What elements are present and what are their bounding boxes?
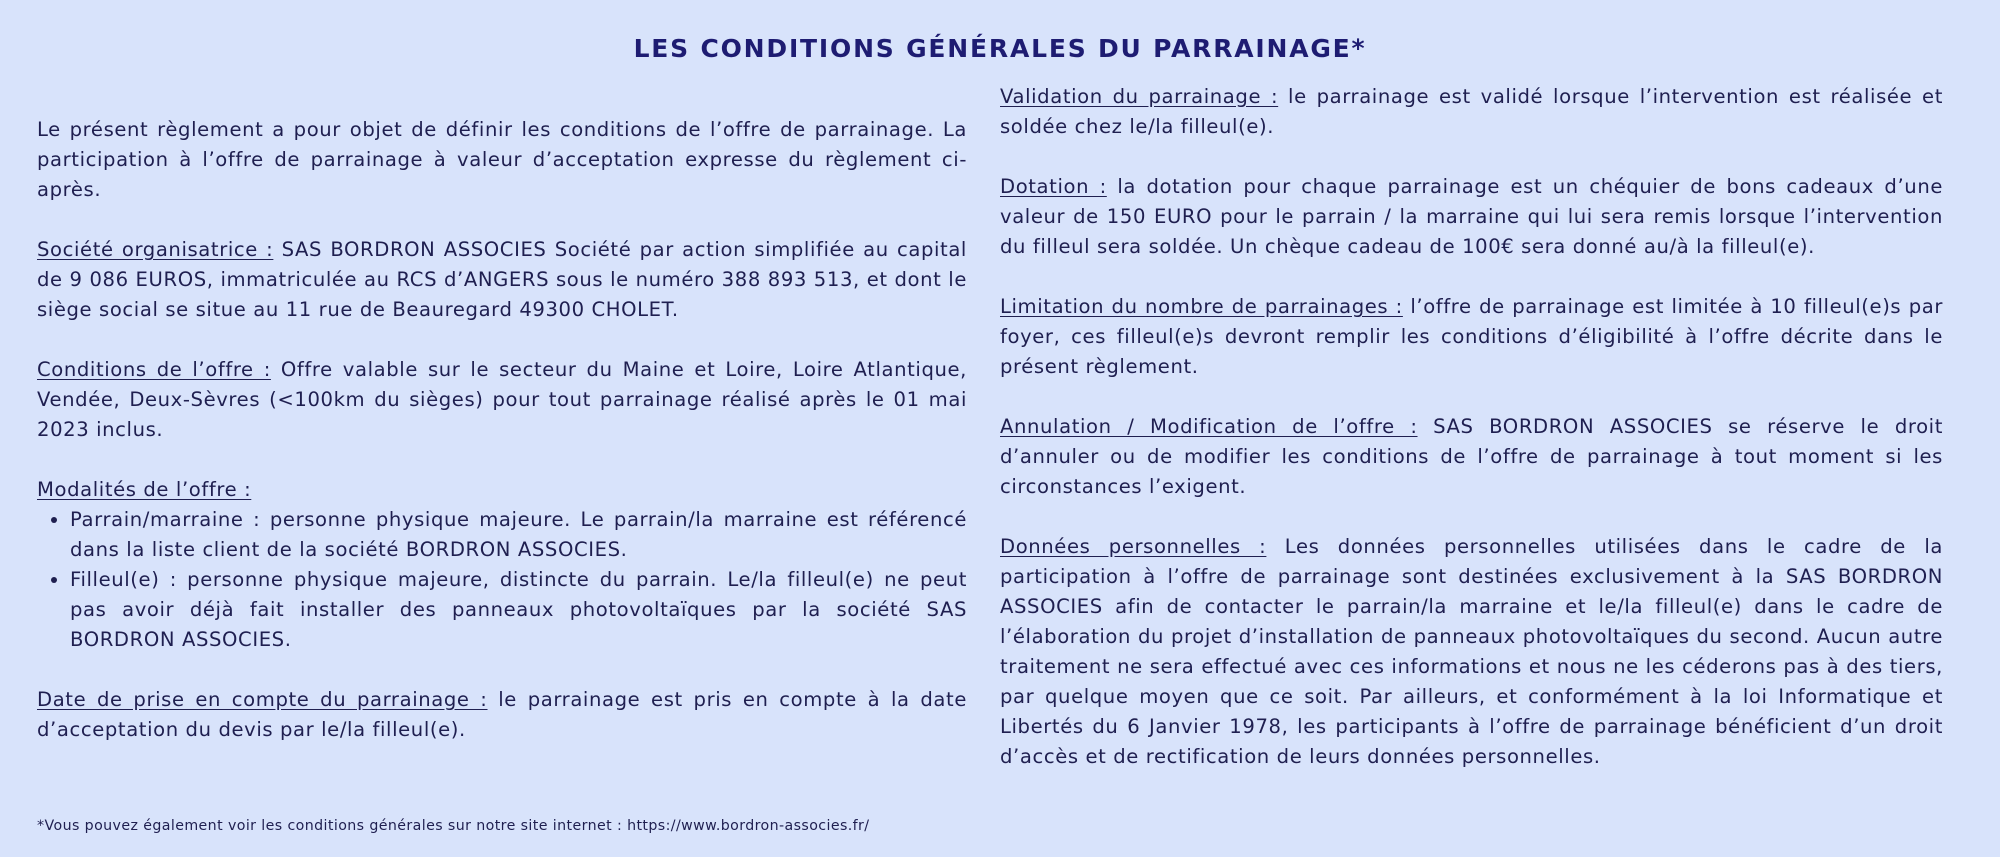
right-column	[1000, 82, 1943, 772]
date-section	[37, 685, 967, 745]
conditions-heading: Conditions de l’offre :	[37, 358, 271, 381]
validation-heading: Validation du parrainage :	[1000, 85, 1279, 108]
validation-text: le parrainage est validé lorsque l’intervention est réalisée et soldée chez le/la filleul(e).	[1000, 85, 1943, 138]
donnees-text: Les données personnelles utilisées dans le cadre de la participation à l’offre de parrainage sont destinées exclusivement à la SAS BORDRON ASSOCIES afin de contacter le parrain/la marraine et le/la filleul(e) dans le cadre de l’élaboration du projet d’installation de panneaux photovoltaïques du second. Aucun autre traitement ne sera effectué avec ces informations et nous ne les céderons pas à des tiers, par quelque moyen que ce soit. Par ailleurs, et conformément à la loi Informatique et Libertés du 6 Janvier 1978, les participants à l’offre de parrainage bénéficient d’un droit d’accès et de rectification de leurs données personnelles.	[1000, 535, 1943, 768]
annulation-section	[1000, 412, 1943, 502]
donnees-heading: Données personnelles :	[1000, 535, 1267, 558]
left-column	[37, 115, 967, 775]
dotation-text: la dotation pour chaque parrainage est un chéquier de bons cadeaux d’une valeur de 150 EURO pour le parrain / la marraine qui lui sera remis lorsque l’intervention du filleul sera soldée. Un chèque cadeau de 100€ sera donné au/à la filleul(e).	[1000, 175, 1943, 258]
societe-text: SAS BORDRON ASSOCIES Société par action simplifiée au capital de 9 086 EUROS, immatriculée au RCS d’ANGERS sous le numéro 388 893 513, et dont le siège social se situe au 11 rue de Beauregard 49300 CHOLET.	[37, 238, 967, 321]
date-text: le parrainage est pris en compte à la date d’acceptation du devis par le/la filleul(e).	[37, 688, 967, 741]
societe-heading: Société organisatrice :	[37, 238, 274, 261]
limitation-heading: Limitation du nombre de parrainages :	[1000, 295, 1403, 318]
limitation-section	[1000, 292, 1943, 382]
modalites-section	[37, 475, 967, 655]
page-title: LES CONDITIONS GÉNÉRALES DU PARRAINAGE*	[633, 34, 1367, 63]
list-item: • Filleul(e) : personne physique majeure, distincte du parrain. Le/la filleul(e) ne peut pas avoir déjà fait installer des panneaux photovoltaïques par la société SAS BORDRON ASSOCIES.	[70, 565, 967, 655]
societe-section	[37, 235, 967, 325]
modalites-list	[37, 505, 967, 655]
annulation-heading: Annulation / Modification de l’offre :	[1000, 415, 1418, 438]
annulation-text: SAS BORDRON ASSOCIES se réserve le droit d’annuler ou de modifier les conditions de l’offre de parrainage à tout moment si les circonstances l’exigent.	[1000, 415, 1944, 498]
conditions-text: Offre valable sur le secteur du Maine et Loire, Loire Atlantique, Vendée, Deux-Sèvres (<100km du sièges) pour tout parrainage réalisé après le 01 mai 2023 inclus.	[37, 358, 967, 441]
intro-paragraph: Le présent règlement a pour objet de définir les conditions de l’offre de parrainage. La participation à l’offre de parrainage à valeur d’acceptation expresse du règlement ci-après.	[37, 118, 967, 201]
modalites-heading: Modalités de l’offre :	[37, 478, 252, 501]
validation-section	[1000, 82, 1943, 142]
list-item: • Parrain/marraine : personne physique majeure. Le parrain/la marraine est référencé dans la liste client de la société BORDRON ASSOCIES.	[70, 505, 967, 565]
dotation-heading: Dotation :	[1000, 175, 1107, 198]
footnote: *Vous pouvez également voir les conditions générales sur notre site internet : https://www.bordron-associes.fr/	[37, 818, 870, 834]
limitation-text: l’offre de parrainage est limitée à 10 filleul(e)s par foyer, ces filleul(e)s devront remplir les conditions d’éligibilité à l’offre décrite dans le présent règlement.	[1000, 295, 1943, 378]
date-heading: Date de prise en compte du parrainage :	[37, 688, 488, 711]
conditions-section	[37, 355, 967, 445]
dotation-section	[1000, 172, 1943, 262]
donnees-section	[1000, 532, 1943, 772]
